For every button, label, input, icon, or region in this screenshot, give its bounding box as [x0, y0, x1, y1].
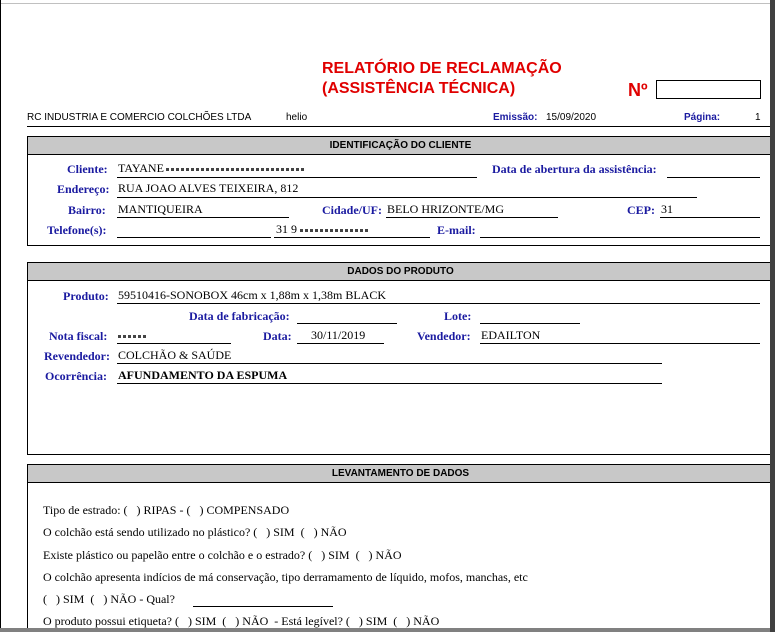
city-label: Cidade/UF: — [322, 203, 382, 217]
survey-q2: O colchão está sendo utilizado no plástico? ( ) SIM ( ) NÃO — [43, 525, 347, 539]
product-section-title: DADOS DO PRODUTO — [28, 263, 770, 281]
company-name: RC INDUSTRIA E COMERCIO COLCHÕES LTDA — [27, 112, 252, 123]
client-line — [117, 177, 477, 178]
header-divider — [27, 126, 770, 127]
opening-date-line — [667, 177, 760, 178]
lot-label: Lote: — [444, 309, 472, 323]
page-label: Página: — [684, 112, 721, 123]
report-title-line1: RELATÓRIO DE RECLAMAÇÃO — [322, 60, 562, 77]
survey-q1: Tipo de estrado: ( ) RIPAS - ( ) COMPENSADO — [43, 503, 290, 517]
client-value — [118, 161, 306, 176]
address-label: Endereço: — [57, 182, 110, 196]
client-section-title: IDENTIFICAÇÃO DO CLIENTE — [28, 137, 770, 155]
invoice-line — [117, 343, 231, 344]
city-line — [386, 217, 558, 218]
email-line — [480, 237, 760, 238]
phone-label: Telefone(s): — [47, 223, 107, 237]
fab-date-label: Data de fabricação: — [189, 309, 290, 323]
reseller-line — [117, 363, 662, 364]
client-name-redaction — [166, 168, 306, 171]
emission-label: Emissão: — [493, 112, 538, 123]
product-label: Produto: — [63, 289, 109, 303]
city-value: BELO HRIZONTE/MG — [387, 202, 504, 216]
date-value: 30/11/2019 — [311, 328, 366, 342]
seller-value: EDAILTON — [481, 328, 541, 342]
survey-q6: O produto possui etiqueta? ( ) SIM ( ) NÃO - Está legível? ( ) SIM ( ) NÃO — [43, 614, 440, 628]
lot-line — [480, 323, 580, 324]
address-line — [117, 197, 697, 198]
seller-label: Vendedor: — [417, 329, 471, 343]
occurrence-value: AFUNDAMENTO DA ESPUMA — [118, 368, 288, 382]
report-number-label: Nº — [628, 80, 648, 100]
cep-label: CEP: — [627, 203, 655, 217]
report-title-line2: (ASSISTÊNCIA TÉCNICA) — [322, 80, 516, 97]
occurrence-label: Ocorrência: — [45, 369, 107, 383]
fab-date-line — [297, 323, 397, 324]
product-value: 59510416-SONOBOX 46cm x 1,88m x 1,38m BLACK — [118, 288, 387, 302]
reseller-value: COLCHÃO & SAÚDE — [118, 348, 232, 362]
page-left-edge — [0, 0, 1, 628]
cep-value: 31 — [661, 202, 673, 216]
survey-q5-line — [193, 606, 333, 607]
email-label: E-mail: — [437, 223, 476, 237]
phone-line1 — [117, 237, 271, 238]
report-number-box — [656, 80, 761, 99]
page-top-edge — [0, 0, 770, 4]
user-name: helio — [286, 112, 308, 123]
date-label: Data: — [263, 329, 292, 343]
district-label: Bairro: — [68, 203, 106, 217]
survey-q3: Existe plástico ou papelão entre o colchão e o estrado? ( ) SIM ( ) NÃO — [43, 548, 402, 562]
district-line — [117, 217, 289, 218]
emission-date: 15/09/2020 — [546, 112, 597, 123]
client-name-text: TAYANE — [118, 161, 164, 175]
occurrence-line — [117, 383, 662, 384]
survey-section-title: LEVANTAMENTO DE DADOS — [28, 465, 770, 483]
phone-line2 — [274, 237, 430, 238]
phone-redaction — [300, 229, 370, 232]
survey-q4: O colchão apresenta indícios de má conservação, tipo derramamento de líquido, mofos, manchas, etc — [43, 570, 528, 584]
district-value: MANTIQUEIRA — [118, 202, 203, 216]
viewer-right-edge — [770, 0, 775, 632]
invoice-value — [118, 328, 148, 343]
survey-q5: ( ) SIM ( ) NÃO - Qual? — [43, 592, 175, 606]
date-line — [297, 343, 384, 344]
product-line — [117, 303, 760, 304]
cep-line — [660, 217, 760, 218]
opening-date-label: Data de abertura da assistência: — [492, 162, 657, 176]
invoice-redaction — [118, 335, 148, 338]
invoice-label: Nota fiscal: — [49, 329, 108, 343]
reseller-label: Revendedor: — [44, 349, 110, 363]
page-number: 1 — [755, 112, 761, 123]
address-value: RUA JOAO ALVES TEIXEIRA, 812 — [118, 181, 299, 195]
seller-line — [480, 343, 760, 344]
phone-value2 — [276, 222, 370, 237]
phone-text: 31 9 — [276, 222, 297, 236]
client-label: Cliente: — [67, 162, 108, 176]
